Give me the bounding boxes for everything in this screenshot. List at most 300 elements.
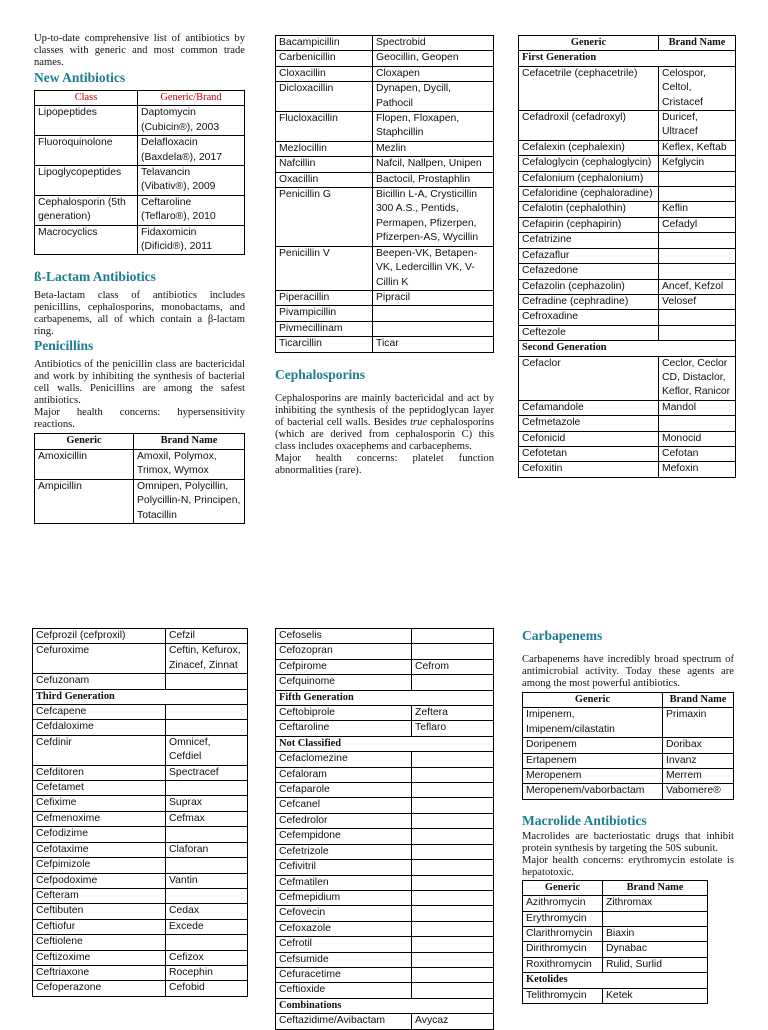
section-label: Not Classified [276,736,494,751]
brand-cell: Merrem [663,769,734,784]
table-row [276,82,494,112]
table-row [276,767,494,782]
table-row [519,416,736,431]
brand-cell: Biaxin [603,927,708,942]
brand-cell [166,827,248,842]
generic-cell: Cefmetazole [519,416,659,431]
table-row [35,449,245,479]
brand-cell [166,705,248,720]
table-section-row [33,689,248,704]
table-header: Generic/Brand [138,91,245,106]
brand-cell: Avycaz [412,1014,494,1029]
brand-cell: Vabomere® [663,784,734,799]
table-row [276,844,494,859]
table-row [276,952,494,967]
macrolide-text: Macrolides are bacteriostatic drugs that inhibit protein synthesis by targeting the 50S subunit. [522,830,734,854]
generic-cell: Ampicillin [35,479,134,523]
brand-cell: Celospor, Celtol, Cristacef [659,66,736,110]
generic-cell: Cefmepidium [276,890,412,905]
table-row [519,446,736,461]
generic-cell: Cefrotil [276,937,412,952]
brand-cell: Doribax [663,738,734,753]
table-row [519,171,736,186]
table-header: Brand Name [603,880,708,895]
table-row [276,983,494,998]
generic-cell: Cefoselis [276,629,412,644]
table-row [33,765,248,780]
generic-cell: Cefoxazole [276,921,412,936]
brand-cell: Flopen, Floxapen, Staphcillin [373,112,494,142]
table-section-row [523,973,708,988]
brand-cell: Spectracef [166,765,248,780]
table-row [523,769,734,784]
brand-cell [412,813,494,828]
generic-cell: Cefuroxime [33,644,166,674]
brand-cell: Spectrobid [373,36,494,51]
brand-cell [412,952,494,967]
table-row [519,264,736,279]
brand-cell: Invanz [663,753,734,768]
column-1 [34,33,245,524]
generic-cell: Telithromycin [523,988,603,1003]
generic-cell: Pivampicillin [276,306,373,321]
new-antibiotics-table [34,90,245,255]
table-row [276,36,494,51]
brand-cell [166,674,248,689]
brand-cell [659,233,736,248]
generic-cell: Dicloxacillin [276,82,373,112]
brand-cell: Delafloxacin (Baxdela®), 2017 [138,136,245,166]
generic-cell: Cefotaxime [33,842,166,857]
brand-cell: Amoxil, Polymox, Trimox, Wymox [134,449,245,479]
section-label: Second Generation [519,341,736,356]
table-row [276,188,494,247]
brand-cell [659,325,736,340]
brand-cell: Cloxapen [373,66,494,81]
table-row [276,1014,494,1029]
table-row [35,106,245,136]
macrolide-heading: Macrolide Antibiotics [522,812,647,828]
table-row [519,202,736,217]
generic-cell: Cefovecin [276,906,412,921]
brand-cell [412,798,494,813]
table-row [276,721,494,736]
generic-cell: Cefaloglycin (cephaloglycin) [519,156,659,171]
table-header: Brand Name [134,434,245,449]
brand-cell: Bicillin L-A, Crysticillin 300 A.S., Pentids, Permapen, Pfizerpen, Pfizerpen-AS, Wycillin [373,188,494,247]
brand-cell: Rocephin [166,965,248,980]
generic-cell: Cefaclor [519,356,659,400]
table-row [523,911,708,926]
generic-cell: Erythromycin [523,911,603,926]
table-row [276,937,494,952]
brand-cell [412,829,494,844]
brand-cell: Ceftaroline (Teflaro®), 2010 [138,195,245,225]
generic-cell: Ceftezole [519,325,659,340]
generic-cell: Cefditoren [33,765,166,780]
generic-cell: Cefazedone [519,264,659,279]
generic-cell: Cefodizime [33,827,166,842]
table-row [519,294,736,309]
ceph-text-part: cephalosporins (which are derived from cephalosporin C) this class includes oxacephems and carbacephems. [275,416,495,452]
table-row [33,674,248,689]
brand-cell: Nafcil, Nallpen, Unipen [373,157,494,172]
brand-cell: Cefobid [166,981,248,996]
beta-lactam-heading: ß-Lactam Antibiotics [34,269,156,285]
brand-cell [412,983,494,998]
generic-cell: Ceftriaxone [33,965,166,980]
table-row [523,738,734,753]
beta-lactam-text: Beta-lactam class of antibiotics includes penicillins, cephalosporins, monobactams, and carbapenems, all of which contain a β-lactam ring. [34,290,245,338]
generic-cell: Cefonicid [519,431,659,446]
brand-cell: Claforan [166,842,248,857]
generic-cell: Cefcanel [276,798,412,813]
generic-cell: Doripenem [523,738,663,753]
generic-cell: Lipoglycopeptides [35,166,138,196]
table-row [33,858,248,873]
table-row [276,337,494,352]
generic-cell: Ceftobiprole [276,706,412,721]
generic-cell: Cefamandole [519,400,659,415]
table-row [276,829,494,844]
penicillins-table-continued [275,35,494,353]
carbapenems-table [522,692,734,800]
table-row [33,827,248,842]
brand-cell [659,416,736,431]
table-row [523,942,708,957]
generic-cell: Cefivitril [276,860,412,875]
brand-cell [373,306,494,321]
brand-cell: Velosef [659,294,736,309]
generic-cell: Cefixime [33,796,166,811]
brand-cell: Ketek [603,988,708,1003]
generic-cell: Cefdaloxime [33,720,166,735]
table-row [523,927,708,942]
brand-cell: Ceftin, Kefurox, Zinacef, Zinnat [166,644,248,674]
cephalosporins-text [275,393,494,453]
brand-cell [659,171,736,186]
brand-cell [412,783,494,798]
brand-cell [166,888,248,903]
generic-cell: Ceftioxide [276,983,412,998]
brand-cell: Suprax [166,796,248,811]
generic-cell: Nafcillin [276,157,373,172]
table-row [33,644,248,674]
brand-cell [412,752,494,767]
brand-cell [412,937,494,952]
table-row [519,111,736,141]
generic-cell: Azithromycin [523,896,603,911]
table-row [276,246,494,290]
table-row [33,981,248,996]
generic-cell: Pivmecillinam [276,321,373,336]
brand-cell: Bactocil, Prostaphlin [373,172,494,187]
ceph-text-emphasis: true [410,416,428,428]
generic-cell: Imipenem, Imipenem/cilastatin [523,708,663,738]
brand-cell [373,321,494,336]
brand-cell: Daptomycin (Cubicin®), 2003 [138,106,245,136]
brand-cell: Zithromax [603,896,708,911]
table-row [33,796,248,811]
generic-cell: Meropenem [523,769,663,784]
brand-cell: Dynabac [603,942,708,957]
brand-cell [166,858,248,873]
brand-cell: Monocid [659,431,736,446]
brand-cell: Keflex, Keftab [659,140,736,155]
table-row [276,321,494,336]
table-row [519,356,736,400]
table-row [276,172,494,187]
table-row [519,156,736,171]
carbapenems-heading: Carbapenems [522,628,603,643]
brand-cell: Ceclor, Ceclor CD, Distaclor, Keflor, Ranicor [659,356,736,400]
generic-cell: Meropenem/vaborbactam [523,784,663,799]
table-row [33,950,248,965]
brand-cell: Zeftera [412,706,494,721]
generic-cell: Cefpimizole [33,858,166,873]
brand-cell: Omnicef, Cefdiel [166,735,248,765]
table-row [519,66,736,110]
table-row [33,904,248,919]
generic-cell: Amoxicillin [35,449,134,479]
generic-cell: Penicillin G [276,188,373,247]
table-row [519,431,736,446]
table-row [33,629,248,644]
generic-cell: Ceftibuten [33,904,166,919]
column-3 [518,35,736,478]
table-row [33,888,248,903]
column-5 [275,628,494,1030]
brand-cell [603,911,708,926]
table-row [33,705,248,720]
generic-cell: Mezlocillin [276,141,373,156]
generic-cell: Macrocyclics [35,225,138,255]
generic-cell: Clarithromycin [523,927,603,942]
cephalosporins-concerns: Major health concerns: platelet function abnormalities (rare). [275,452,494,476]
brand-cell: Ancef, Kefzol [659,279,736,294]
table-row [35,136,245,166]
table-row [523,957,708,972]
generic-cell: Cefmatilen [276,875,412,890]
cephalosporins-table [518,35,736,478]
generic-cell: Cefalotin (cephalothin) [519,202,659,217]
brand-cell: Geocillin, Geopen [373,51,494,66]
table-section-row [519,51,736,66]
generic-cell: Cefalexin (cephalexin) [519,140,659,155]
brand-cell: Cefzil [166,629,248,644]
generic-cell: Cefaloridine (cephaloradine) [519,187,659,202]
table-row [276,659,494,674]
generic-cell: Cefaclomezine [276,752,412,767]
brand-cell [412,629,494,644]
brand-cell: Telavancin (Vibativ®), 2009 [138,166,245,196]
brand-cell: Cefrom [412,659,494,674]
brand-cell: Vantin [166,873,248,888]
table-row [33,873,248,888]
table-row [276,890,494,905]
table-row [35,166,245,196]
table-row [276,306,494,321]
table-row [519,462,736,477]
section-label: First Generation [519,51,736,66]
table-row [523,988,708,1003]
table-row [276,157,494,172]
section-label: Fifth Generation [276,690,494,705]
column-2 [275,35,494,477]
generic-cell: Cefempidone [276,829,412,844]
table-row [276,875,494,890]
cephalosporins-table-continued-2 [275,628,494,1030]
brand-cell [412,844,494,859]
generic-cell: Ceftiofur [33,919,166,934]
brand-cell: Mefoxin [659,462,736,477]
generic-cell: Ticarcillin [276,337,373,352]
brand-cell [659,264,736,279]
generic-cell: Cephalosporin (5th generation) [35,195,138,225]
brand-cell: Keflin [659,202,736,217]
generic-cell: Cefatrizine [519,233,659,248]
generic-cell: Cefotetan [519,446,659,461]
brand-cell: Mezlin [373,141,494,156]
generic-cell: Cefoperazone [33,981,166,996]
generic-cell: Ertapenem [523,753,663,768]
macrolide-table [522,880,708,1004]
table-header: Class [35,91,138,106]
brand-cell: Excede [166,919,248,934]
generic-cell: Cefquinome [276,675,412,690]
generic-cell: Ceftiolene [33,935,166,950]
brand-cell [412,890,494,905]
generic-cell: Roxithromycin [523,957,603,972]
generic-cell: Cefuzonam [33,674,166,689]
generic-cell: Cefoxitin [519,462,659,477]
generic-cell: Cloxacillin [276,66,373,81]
brand-cell [412,906,494,921]
generic-cell: Cefacetrile (cephacetrile) [519,66,659,110]
table-row [276,783,494,798]
brand-cell: Rulid, Surlid [603,957,708,972]
table-row [519,187,736,202]
column-4 [32,628,248,997]
generic-cell: Cefprozil (cefproxil) [33,629,166,644]
table-row [33,735,248,765]
table-section-row [276,998,494,1013]
brand-cell: Primaxin [663,708,734,738]
table-header: Brand Name [663,693,734,708]
generic-cell: Cefuracetime [276,967,412,982]
carbapenems-text: Carbapenems have incredibly broad spectrum of antimicrobial activity. Today these agents are among the most powerful antibiotics. [522,654,734,689]
generic-cell: Cefozopran [276,644,412,659]
table-section-row [519,341,736,356]
generic-cell: Cefsumide [276,952,412,967]
table-row [276,921,494,936]
brand-cell: Dynapen, Dycill, Pathocil [373,82,494,112]
table-row [519,248,736,263]
generic-cell: Cefapirin (cephapirin) [519,217,659,232]
intro-text: Up-to-date comprehensive list of antibiotics by classes with generic and most common trade names. [34,33,245,68]
generic-cell: Penicillin V [276,246,373,290]
generic-cell: Carbenicillin [276,51,373,66]
brand-cell [412,921,494,936]
table-row [276,66,494,81]
generic-cell: Cefalonium (cephalonium) [519,171,659,186]
brand-cell [659,248,736,263]
generic-cell: Ceftazidime/Avibactam [276,1014,412,1029]
brand-cell [412,644,494,659]
table-row [276,752,494,767]
generic-cell: Oxacillin [276,172,373,187]
generic-cell: Flucloxacillin [276,112,373,142]
table-row [276,644,494,659]
table-header: Generic [523,880,603,895]
brand-cell: Duricef, Ultracef [659,111,736,141]
generic-cell: Dirithromycin [523,942,603,957]
brand-cell: Teflaro [412,721,494,736]
brand-cell [412,875,494,890]
brand-cell: Cefizox [166,950,248,965]
table-row [276,141,494,156]
table-header: Generic [519,36,659,51]
generic-cell: Cefradine (cephradine) [519,294,659,309]
generic-cell: Cefaloram [276,767,412,782]
table-row [276,112,494,142]
table-row [519,400,736,415]
table-row [33,720,248,735]
table-row [33,919,248,934]
table-row [276,798,494,813]
table-row [519,140,736,155]
table-row [519,279,736,294]
table-row [276,675,494,690]
table-row [523,896,708,911]
penicillins-table [34,433,245,523]
table-row [33,781,248,796]
table-row [35,479,245,523]
generic-cell: Cefaparole [276,783,412,798]
brand-cell: Cedax [166,904,248,919]
table-row [276,629,494,644]
table-section-row [276,736,494,751]
brand-cell: Cefotan [659,446,736,461]
column-6 [522,628,734,1004]
brand-cell: Mandol [659,400,736,415]
brand-cell: Pipracil [373,290,494,305]
generic-cell: Ceftaroline [276,721,412,736]
brand-cell: Cefadyl [659,217,736,232]
table-row [276,967,494,982]
table-row [276,51,494,66]
generic-cell: Cefetamet [33,781,166,796]
generic-cell: Piperacillin [276,290,373,305]
brand-cell: Fidaxomicin (Dificid®), 2011 [138,225,245,255]
generic-cell: Cefazolin (cephazolin) [519,279,659,294]
brand-cell [412,767,494,782]
brand-cell [166,720,248,735]
generic-cell: Bacampicillin [276,36,373,51]
generic-cell: Cefroxadine [519,310,659,325]
table-row [523,708,734,738]
cephalosporins-heading: Cephalosporins [275,366,366,382]
table-row [523,753,734,768]
brand-cell [412,967,494,982]
table-row [35,195,245,225]
brand-cell: Ticar [373,337,494,352]
section-label: Ketolides [523,973,708,988]
table-row [523,784,734,799]
generic-cell: Cefteram [33,888,166,903]
cephalosporins-table-continued-1 [32,628,248,997]
brand-cell [412,860,494,875]
